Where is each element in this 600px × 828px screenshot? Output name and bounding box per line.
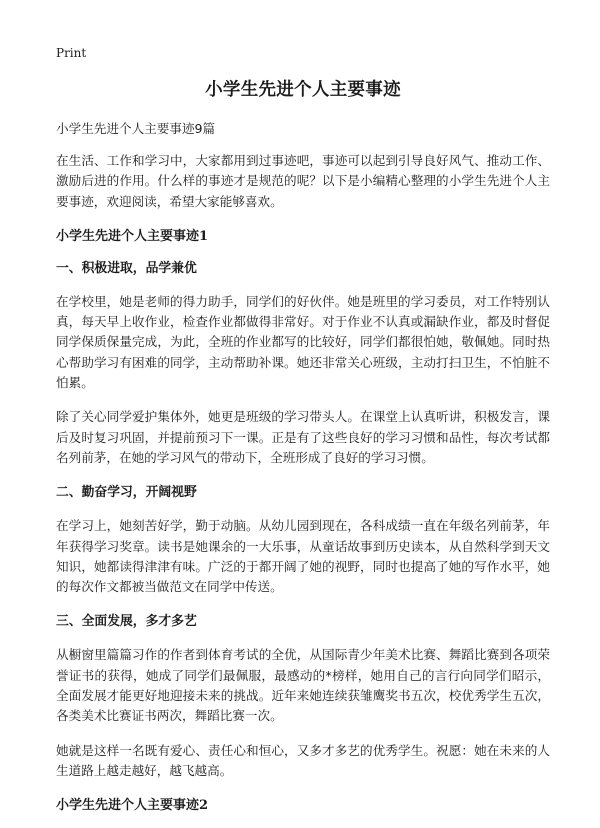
section-1-heading-3: 三、全面发展，多才多艺 — [56, 614, 197, 630]
section-1-title: 小学生先进个人主要事迹1 — [56, 228, 209, 244]
section-1-paragraph-2: 除了关心同学爱护集体外，她更是班级的学习带头人。在课堂上认真听讲，积极发言，课后及时复习巩固，并提前预习下一课。正是有了这些良好的学习习惯和品性，每次考试都名列前茅，在她的学习风气的带动下，全班形成了良好的学习习惯。 — [56, 409, 550, 465]
section-1-paragraph-4: 从橱窗里篇篇习作的作者到体育考试的全优，从国际青少年美术比赛、舞蹈比赛到各项荣誉证书的获得，她成了同学们最佩服，最感动的*榜样，她用自己的言行向同学们昭示，全面发展才能更好地迎接未来的挑战。近年来她连续获雏鹰奖书五次，校优秀学生五次，各类美术比赛证书两次，舞蹈比赛一次。 — [56, 647, 550, 724]
section-1-heading-2: 二、勤奋学习，开阔视野 — [56, 485, 197, 501]
print-link[interactable]: Print — [56, 46, 87, 60]
document-subtitle: 小学生先进个人主要事迹9篇 — [56, 121, 216, 136]
intro-paragraph: 在生活、工作和学习中，大家都用到过事迹吧，事迹可以起到引导良好风气、推动工作、激励后进的作用。什么样的事迹才是规范的呢？以下是小编精心整理的小学生先进个人主要事迹，欢迎阅读，希望大家能够喜欢。 — [56, 153, 550, 209]
document-body — [56, 78, 550, 816]
section-1-paragraph-3: 在学习上，她刻苦好学，勤于动脑。从幼儿园到现在，各科成绩一直在年级名列前茅，年年获得学习奖章。读书是她课余的一大乐事，从童话故事到历史读本，从自然科学到天文知识，她都读得津津有味。广泛的于都开阔了她的视野，同时也提高了她的写作水平，她的每次作文都被当做范文在同学中传送。 — [56, 518, 550, 595]
section-1-heading-1: 一、积极进取，品学兼优 — [56, 260, 197, 276]
page-title: 小学生先进个人主要事迹 — [205, 80, 401, 100]
section-1-paragraph-5: 她就是这样一名既有爱心、责任心和恒心，又多才多艺的优秀学生。祝愿：她在未来的人生道路上越走越好，越飞越高。 — [56, 742, 550, 778]
section-2-title: 小学生先进个人主要事迹2 — [56, 798, 209, 814]
section-1-paragraph-1: 在学校里，她是老师的得力助手，同学们的好伙伴。她是班里的学习委员，对工作特别认真，每天早上收作业，检查作业都做得非常好。对于作业不认真或漏缺作业，都及时督促同学保质保量完成，为此，全班的作业都写的比较好，同学们都很怕她，敬佩她。同时热心帮助学习有困难的同学，主动帮助补课。她还非常关心班级，主动打扫卫生，不怕脏不怕累。 — [56, 293, 550, 391]
